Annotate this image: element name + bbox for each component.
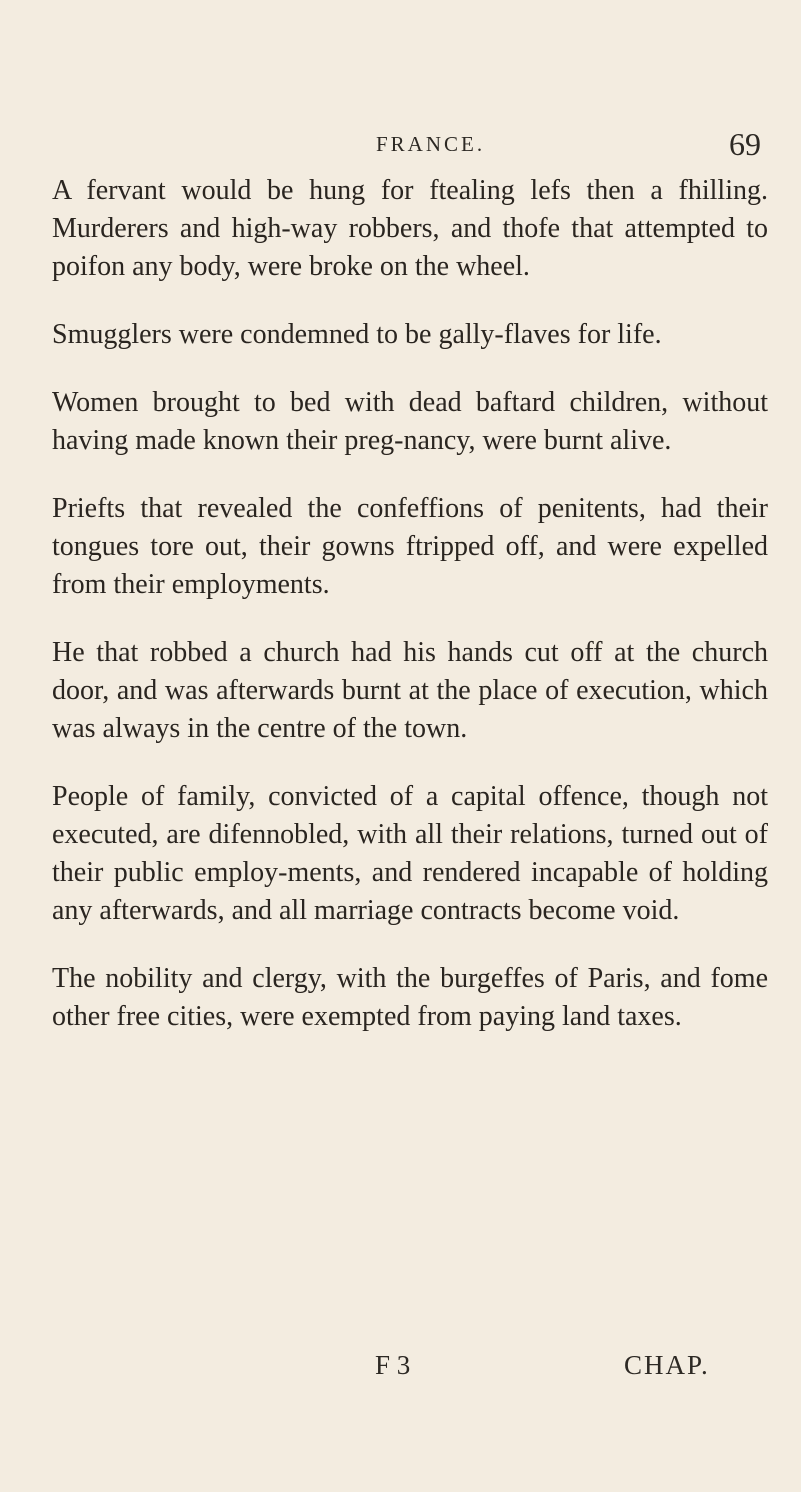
catchword: CHAP. [624,1350,710,1380]
paragraph-women: Women brought to bed with dead baftard children, without having made known their preg-nancy, were burnt alive. [52,387,768,456]
paragraph-church-robbery: He that robbed a church had his hands cut off at the church door, and was afterwards burnt at the place of execution, which was always in the centre of the town. [52,637,768,744]
signature-mark: F 3 [375,1350,411,1380]
running-head [0,126,801,176]
page-footer [0,1350,801,1400]
running-title: FRANCE. [376,132,486,156]
paragraph-priests: Priefts that revealed the confeffions of penitents, had their tongues tore out, their gowns ftripped off, and were expelled from their employments. [52,493,768,600]
paragraph-people-of-family: People of family, convicted of a capital offence, though not executed, are difennobled, with all their relations, turned out of their public employ-ments, and rendered incapable of holding any afterwards, and all marriage contracts become void. [52,781,768,926]
page-number: 69 [729,126,761,162]
paragraph-smugglers: Smugglers were condemned to be gally-flaves for life. [52,319,662,350]
paragraph-servant-punishment: A fervant would be hung for ftealing lefs then a fhilling. Murderers and high-way robbers, and thofe that attempted to poifon any body, were broke on the wheel. [52,175,768,282]
body-text [52,172,768,1066]
paragraph-nobility-clergy: The nobility and clergy, with the burgeffes of Paris, and fome other free cities, were exempted from paying land taxes. [52,963,768,1032]
